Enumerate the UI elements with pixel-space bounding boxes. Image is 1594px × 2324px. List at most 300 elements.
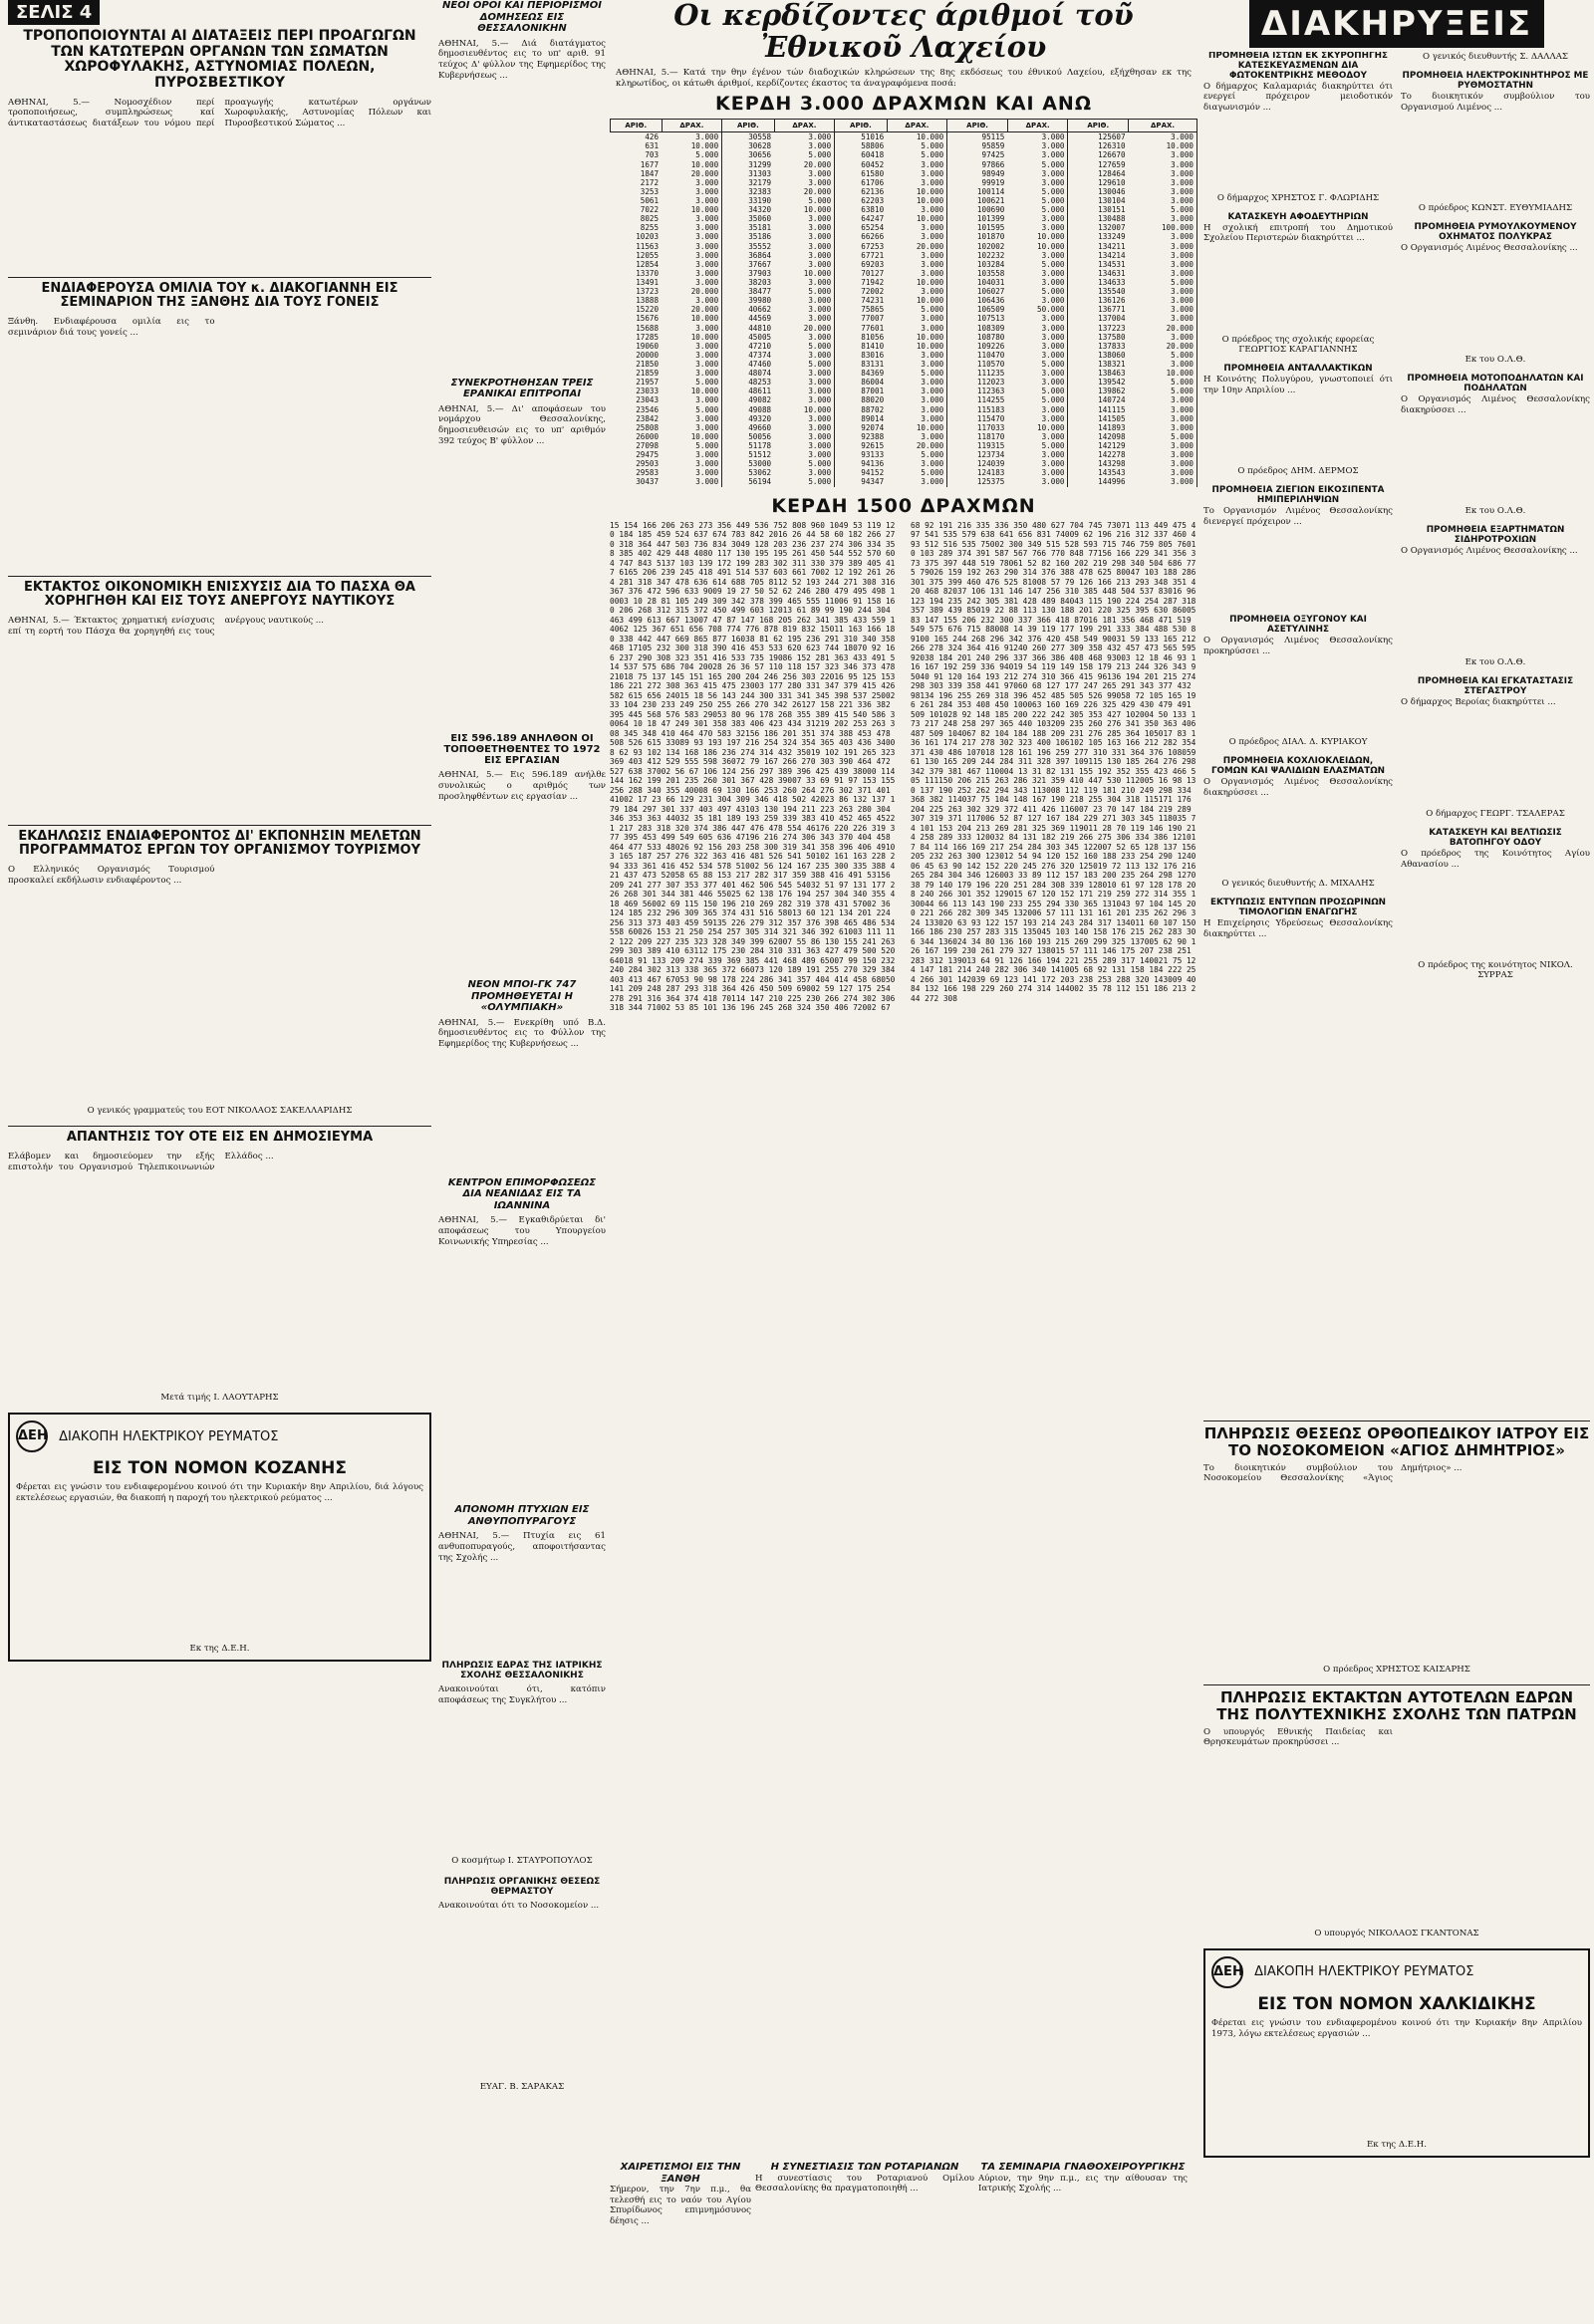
prize-amount: 10.000 — [1129, 369, 1197, 378]
prize-amount: 10.000 — [887, 214, 947, 223]
prize-amount: 20.000 — [887, 441, 947, 450]
prize-amount: 3.000 — [1007, 477, 1068, 486]
prize-amount: 3.000 — [1007, 342, 1068, 351]
prize-amount: 3.000 — [774, 441, 835, 450]
notice-body: Η Επιχείρησις Υδρεύσεως Θεσσαλονίκης διακηρύττει ... — [1203, 917, 1393, 939]
prize-amount: 3.000 — [1129, 214, 1197, 223]
ticket-number: 67721 — [861, 250, 885, 260]
divider — [8, 576, 431, 577]
prize-amount: 3.000 — [774, 378, 835, 387]
notice-body: Το διοικητικόν συμβούλιον του Νοσοκομείου Θεσσαλονίκης «Άγιος Δημήτριος» ... — [1203, 1462, 1462, 1484]
ticket-number: 7022 — [640, 205, 660, 215]
notice-title: ΠΡΟΜΗΘΕΙΑ ΡΥΜΟΥΛΚΟΥΜΕΝΟΥ ΟΧΗΜΑΤΟΣ ΠΟΛΥΚΡΑΣ — [1414, 222, 1577, 243]
ticket-number: 47460 — [748, 359, 772, 369]
notice-title: ΠΡΟΜΗΘΕΙΑ ΗΛΕΚΤΡΟΚΙΝΗΤΗΡΟΣ ΜΕ ΡΥΘΜΟΣΤΑΤΗΝ — [1402, 71, 1589, 92]
prize-amount: 5.000 — [1129, 351, 1197, 360]
notice-polytechnic — [1203, 1689, 1590, 1938]
prize-amount: 5.000 — [887, 450, 947, 459]
prize-amount: 20.000 — [1129, 324, 1197, 333]
prize-amount: 10.000 — [774, 205, 835, 214]
ticket-number: 63810 — [861, 205, 885, 215]
ticket-number: 99919 — [981, 177, 1005, 187]
prize-amount: 5.000 — [887, 369, 947, 378]
ticket-number: 21859 — [636, 369, 660, 379]
prize-amount: 3.000 — [662, 242, 722, 251]
signature: Εκ του Ο.Λ.Θ. — [1464, 355, 1526, 365]
ticket-number: 37667 — [748, 259, 772, 269]
ticket-number: 88020 — [861, 395, 885, 405]
column-header-number: ΑΡΙΘ. — [1068, 120, 1129, 132]
ticket-number: 49320 — [748, 413, 772, 423]
table-row — [611, 324, 1197, 333]
ticket-number: 138321 — [1098, 359, 1126, 369]
notice-body: Ο Οργανισμός Λιμένος Θεσσαλονίκης διακηρύσσει ... — [1401, 394, 1590, 415]
prize-amount: 10.000 — [662, 314, 722, 323]
signature: Εκ της Δ.Ε.Η. — [189, 1644, 250, 1655]
prize-amount: 3.000 — [1129, 468, 1197, 477]
ticket-number: 130488 — [1098, 214, 1126, 224]
prize-amount: 3.000 — [662, 278, 722, 287]
ticket-number: 47374 — [748, 350, 772, 360]
ticket-number: 1847 — [640, 168, 660, 178]
page-title: Οι κερδίζοντες άριθμοί τοῦ Ἐθνικοῦ Λαχείου — [673, 0, 1134, 64]
table-row — [611, 278, 1197, 287]
notice — [1401, 375, 1590, 516]
prize-amount: 20.000 — [774, 324, 835, 333]
table-row — [611, 141, 1197, 150]
table-row — [611, 405, 1197, 414]
prize-amount: 5.000 — [662, 405, 722, 414]
ticket-number: 87001 — [861, 387, 885, 396]
ticket-number: 62203 — [861, 196, 885, 206]
ticket-number: 62136 — [861, 186, 885, 196]
prize-amount: 3.000 — [774, 369, 835, 378]
ticket-number: 71942 — [861, 278, 885, 287]
prize-amount: 3.000 — [774, 141, 835, 150]
ticket-number: 119315 — [976, 440, 1005, 450]
ticket-number: 134214 — [1098, 250, 1126, 260]
prize-amount: 3.000 — [1129, 333, 1197, 342]
notice-title: ΚΑΤΑΣΚΕΥΗ ΑΦΟΔΕΥΤΗΡΙΩΝ — [1227, 211, 1369, 222]
ticket-number: 32179 — [748, 177, 772, 187]
prize-amount: 3.000 — [662, 178, 722, 187]
headline-easter-aid: ΕΚΤΑΚΤΟΣ ΟΙΚΟΝΟΜΙΚΗ ΕΝΙΣΧΥΣΙΣ ΔΙΑ ΤΟ ΠΑΣΧΑ ΘΑ ΧΟΡΗΓΗΘΗ ΚΑΙ ΕΙΣ ΤΟΥΣ ΑΝΕΡΓΟΥΣ ΝΑΥΤΙΚΟΥΣ — [24, 579, 415, 610]
table-row — [611, 160, 1197, 169]
ticket-number: 61706 — [861, 177, 885, 187]
prize-amount: 3.000 — [887, 387, 947, 395]
prize-amount: 3.000 — [1129, 296, 1197, 305]
ticket-number: 102002 — [976, 241, 1005, 251]
ticket-number: 40662 — [748, 305, 772, 315]
signature: Ο πρόεδρος ΔΙΑΛ. Δ. ΚΥΡΙΑΚΟΥ — [1228, 736, 1368, 747]
signature: Εκ του Ο.Λ.Θ. — [1464, 506, 1526, 516]
ticket-number: 137223 — [1098, 323, 1126, 333]
ticket-number: 21850 — [636, 359, 660, 369]
ticket-number: 23546 — [636, 404, 660, 414]
ticket-number: 69203 — [861, 259, 885, 269]
prize-amount: 3.000 — [1007, 432, 1068, 441]
bottom-article — [755, 2162, 974, 2293]
ticket-number: 115470 — [976, 413, 1005, 423]
ticket-number: 23033 — [636, 387, 660, 396]
ticket-number: 20000 — [636, 350, 660, 360]
notice-body: Ο Οργανισμός Λιμένος Θεσσαλονίκης ... — [1401, 546, 1578, 556]
article-body: ΑΘΗΝΑΙ, 5.— Έκτακτος χρηματική ενίσχυσις επί τη εορτή του Πάσχα θα χορηγηθή εις τους ανέργους ναυτικούς ... — [8, 615, 324, 637]
ticket-number: 136126 — [1098, 296, 1126, 306]
prize-amount: 3.000 — [774, 296, 835, 305]
signature: Ο κοσμήτωρ Ι. ΣΤΑΥΡΟΠΟΥΛΟΣ — [451, 1856, 593, 1867]
ticket-number: 123734 — [976, 450, 1005, 460]
prize-heading-1500: ΚΕΡΔΗ 1500 ΔΡΑΧΜΩΝ — [771, 494, 1036, 517]
ticket-number: 139862 — [1098, 387, 1126, 396]
prize-amount: 3.000 — [774, 423, 835, 432]
ticket-number: 134631 — [1098, 268, 1126, 278]
signature: Ο πρόεδρος ΔΗΜ. ΔΕΡΜΟΣ — [1237, 466, 1359, 477]
ticket-number: 77007 — [861, 314, 885, 324]
prize-amount: 3.000 — [1129, 169, 1197, 178]
prize-amount: 3.000 — [1129, 441, 1197, 450]
lottery-intro: ΑΘΗΝΑΙ, 5.— Κατά την θην έγένον τών διαδοχικών κληρώσεων της 8ης εκδόσεως του έθνικού Λαχείου, εξήχθησαν εκ της κληρωτίδος, οι κάτωθι άριθμοί, κερδίζοντες έκαστος τα άναγραφόμενα ποσά: — [616, 67, 1192, 89]
ticket-number: 141505 — [1098, 413, 1126, 423]
ticket-number: 143298 — [1098, 459, 1126, 469]
bottom-article — [978, 2162, 1188, 2293]
prize-amount: 3.000 — [774, 242, 835, 251]
ticket-number: 19060 — [636, 341, 660, 351]
ticket-number: 29503 — [636, 459, 660, 469]
prize-amount: 3.000 — [774, 333, 835, 342]
ticket-number: 108309 — [976, 323, 1005, 333]
bottom-article-body: Αύριον, την 9ην π.μ., εις την αίθουσαν της Ιατρικής Σχολής ... — [978, 2173, 1188, 2195]
prize-amount: 10.000 — [887, 196, 947, 205]
prize-amount: 3.000 — [774, 223, 835, 232]
ticket-number: 37903 — [748, 268, 772, 278]
prize-amount: 5.000 — [1007, 160, 1068, 169]
ticket-number: 127659 — [1098, 159, 1126, 169]
ticket-number: 10203 — [636, 232, 660, 242]
ticket-number: 94136 — [861, 459, 885, 469]
headline-boeing: ΝΕΟΝ ΜΠΟΙ-ΓΚ 747 ΠΡΟΜΗΘΕΥΕΤΑΙ Η «ΟΛΥΜΠΙΑΚΗ» — [467, 979, 577, 1014]
prize-amount: 3.000 — [887, 378, 947, 387]
notice-title: ΠΡΟΜΗΘΕΙΑ ΑΝΤΑΛΛΑΚΤΙΚΩΝ — [1223, 364, 1373, 375]
ticket-number: 703 — [645, 150, 660, 160]
ticket-number: 112023 — [976, 378, 1005, 387]
divider — [8, 825, 431, 826]
ticket-number: 15688 — [636, 323, 660, 333]
ticket-number: 44810 — [748, 323, 772, 333]
signature: Ο υπουργός ΝΙΚΟΛΑΟΣ ΓΚΑΝΤΟΝΑΣ — [1314, 1928, 1479, 1938]
ticket-number: 83016 — [861, 350, 885, 360]
ticket-number: 35181 — [748, 223, 772, 233]
prize-amount: 20.000 — [774, 187, 835, 196]
prize-amount: 3.000 — [662, 132, 722, 142]
headline-employment: ΕΙΣ 596.189 ΑΝΗΛΘΟΝ ΟΙ ΤΟΠΟΘΕΤΗΘΕΝΤΕΣ ΤΟ 1972 ΕΙΣ ΕΡΓΑΣΙΑΝ — [443, 732, 601, 766]
prize-amount: 3.000 — [887, 459, 947, 468]
ticket-number: 29475 — [636, 450, 660, 460]
ticket-number: 58806 — [861, 141, 885, 151]
ticket-number: 8255 — [640, 223, 660, 233]
ticket-number: 115183 — [976, 404, 1005, 414]
table-row — [611, 450, 1197, 459]
prize-amount: 5.000 — [1007, 360, 1068, 369]
prize-amount: 5.000 — [1129, 278, 1197, 287]
signature: Ο γενικός διευθυντής Σ. ΔΑΛΛΑΣ — [1423, 52, 1568, 62]
prize-amount: 3.000 — [1129, 287, 1197, 296]
prize-amount: 3.000 — [662, 477, 722, 486]
ticket-number: 117033 — [976, 422, 1005, 432]
ticket-number: 23842 — [636, 413, 660, 423]
column-header-amount: ΔΡΑΧ. — [887, 120, 947, 132]
column-header-number: ΑΡΙΘ. — [835, 120, 887, 132]
ticket-number: 12854 — [636, 259, 660, 269]
prize-amount: 3.000 — [662, 395, 722, 404]
ticket-number: 102232 — [976, 250, 1005, 260]
headline-diplomas: ΑΠΟΝΟΜΗ ΠΤΥΧΙΩΝ ΕΙΣ ΑΝΘΥΠΟΠΥΡΑΓΟΥΣ — [454, 1504, 590, 1527]
notice — [1401, 526, 1590, 667]
article-body: Ελάβομεν και δημοσιεύομεν την εξής επιστολήν του Οργανισμού Τηλεπικοινωνιών Ελλάδος ... — [8, 1151, 274, 1172]
ticket-number: 138060 — [1098, 350, 1126, 360]
ticket-number: 32383 — [748, 186, 772, 196]
ticket-number: 118170 — [976, 431, 1005, 441]
ticket-number: 426 — [645, 132, 660, 142]
article-body: ΑΘΗΝΑΙ, 5.— Δι' αποφάσεων του νομάρχου Θεσσαλονίκης, δημοσιευθεισών εις το υπ' αριθμόν 392 τεύχος Β' φύλλον ... — [438, 403, 606, 446]
table-row — [611, 423, 1197, 432]
ticket-number: 142278 — [1098, 450, 1126, 460]
ticket-number: 51512 — [748, 450, 772, 460]
prize-amount: 3.000 — [1007, 459, 1068, 468]
table-row — [611, 459, 1197, 468]
prize-amount: 3.000 — [1129, 414, 1197, 423]
ticket-number: 25808 — [636, 422, 660, 432]
prize-amount: 20.000 — [662, 169, 722, 178]
prize-amount: 10.000 — [887, 423, 947, 432]
article-body: ΑΘΗΝΑΙ, 5.— Εγκαθιδρύεται δι' αποφάσεως του Υπουργείου Κοινωνικής Υπηρεσίας ... — [438, 1215, 606, 1247]
ticket-number: 89014 — [861, 413, 885, 423]
ticket-number: 3253 — [640, 186, 660, 196]
ticket-number: 64247 — [861, 214, 885, 224]
dei-logo: ΔΕΗ — [1211, 1956, 1243, 1988]
ticket-number: 133249 — [1098, 232, 1126, 242]
power-cut-notice-kozani — [8, 1413, 431, 1662]
article-body: Ξάνθη. Ενδιαφέρουσα ομιλία εις το σεμινάριον διά τους γονείς ... — [8, 316, 215, 338]
ticket-number: 137580 — [1098, 332, 1126, 342]
prize-amount: 3.000 — [662, 251, 722, 260]
prize-amount: 5.000 — [1129, 205, 1197, 214]
prize-amount: 3.000 — [1129, 178, 1197, 187]
prize-amount: 3.000 — [662, 214, 722, 223]
lottery-bottom-articles — [610, 2162, 1197, 2304]
ticket-number: 49088 — [748, 404, 772, 414]
headline-stoker-post: ΠΛΗΡΩΣΙΣ ΟΡΓΑΝΙΚΗΣ ΘΕΣΕΩΣ ΘΕΡΜΑΣΤΟΥ — [443, 1876, 601, 1897]
prize-amount: 5.000 — [774, 459, 835, 468]
ticket-number: 35552 — [748, 241, 772, 251]
table-row — [611, 260, 1197, 269]
ticket-number: 23043 — [636, 395, 660, 405]
headline-seminar: ΕΝΔΙΑΦΕΡΟΥΣΑ ΟΜΙΛΙΑ ΤΟΥ κ. ΔΙΑΚΟΓΙΑΝΝΗ ΕΙΣ ΣΕΜΙΝΑΡΙΟΝ ΤΗΣ ΞΑΝΘΗΣ ΔΙΑ ΤΟΥΣ ΓΟΝΕΙΣ — [41, 280, 398, 311]
prize-amount: 5.000 — [1007, 205, 1068, 214]
section-logo: ΣΕΛΙΣ 4 — [8, 0, 100, 25]
prize-amount: 3.000 — [662, 423, 722, 432]
prize-amount: 3.000 — [1129, 459, 1197, 468]
signature: Ο πρόεδρος της σχολικής εφορείας ΓΕΩΡΓΙΟΣ ΚΑΡΑΓΙΑΝΝΗΣ — [1221, 334, 1375, 355]
ticket-number: 134633 — [1098, 278, 1126, 287]
prize-amount: 100.000 — [1129, 223, 1197, 232]
ticket-number: 138463 — [1098, 369, 1126, 379]
ticket-number: 142098 — [1098, 431, 1126, 441]
prize-amount: 3.000 — [662, 223, 722, 232]
prize-amount: 5.000 — [887, 305, 947, 314]
prize-amount: 3.000 — [662, 196, 722, 205]
prize-amount: 3.000 — [662, 232, 722, 241]
prize-amount: 3.000 — [1007, 141, 1068, 150]
prize-amount: 5.000 — [662, 441, 722, 450]
table-row — [611, 432, 1197, 441]
notice-title: ΚΑΤΑΣΚΕΥΗ ΚΑΙ ΒΕΛΤΙΩΣΙΣ ΒΑΤΟΠΗΓΟΥ ΟΔΟΥ — [1429, 828, 1562, 849]
notice-title: ΕΚΤΥΠΩΣΙΣ ΕΝΤΥΠΩΝ ΠΡΟΣΩΡΙΝΩΝ ΤΙΜΟΛΟΓΙΩΝ ΕΝΑΓΩΓΗΣ — [1209, 898, 1387, 917]
ticket-number: 93133 — [861, 450, 885, 460]
notice-body: Η Κοινότης Πολυγύρου, γνωστοποιεί ότι την 10ην Απριλίου ... — [1203, 375, 1393, 395]
prize-amount: 3.000 — [662, 342, 722, 351]
ticket-number: 81056 — [861, 332, 885, 342]
prize-amount: 3.000 — [887, 223, 947, 232]
prize-amount: 3.000 — [774, 387, 835, 395]
ticket-number: 1677 — [640, 159, 660, 169]
table-row — [611, 351, 1197, 360]
notice — [1401, 72, 1590, 213]
prize-amount: 3.000 — [1007, 468, 1068, 477]
ticket-number: 100690 — [976, 205, 1005, 215]
ticket-number: 53062 — [748, 468, 772, 478]
ticket-number: 92388 — [861, 431, 885, 441]
divider — [1203, 1420, 1590, 1421]
ticket-number: 31299 — [748, 159, 772, 169]
prize-amount: 3.000 — [887, 260, 947, 269]
ticket-number: 97866 — [981, 159, 1005, 169]
ticket-number: 140724 — [1098, 395, 1126, 405]
prize-amount: 3.000 — [1129, 314, 1197, 323]
prize-amount: 5.000 — [774, 360, 835, 369]
notice-body: Το διοικητικόν συμβούλιον του Οργανισμού Λιμένος ... — [1401, 92, 1590, 113]
notice — [1203, 52, 1393, 203]
ticket-number: 60418 — [861, 150, 885, 160]
ticket-number: 70127 — [861, 268, 885, 278]
prize-amount: 3.000 — [662, 351, 722, 360]
ticket-number: 103284 — [976, 259, 1005, 269]
ticket-number: 92074 — [861, 422, 885, 432]
prize-amount: 3.000 — [1007, 296, 1068, 305]
notice-body: Φέρεται εις γνώσιν του ενδιαφερομένου κοινού ότι την Κυριακήν 8ην Απριλίου, διά λόγους εκτελέσεως εργασιών, θα διακοπή η παροχή του ηλεκτρικού ρεύματος ... — [16, 1482, 423, 1503]
ticket-number: 98949 — [981, 168, 1005, 178]
ticket-number: 48253 — [748, 378, 772, 387]
ticket-number: 112363 — [976, 387, 1005, 396]
divider — [8, 277, 431, 278]
prize-amount: 3.000 — [774, 468, 835, 477]
prize-amount: 3.000 — [1129, 405, 1197, 414]
ticket-number: 130151 — [1098, 205, 1126, 215]
ticket-number: 45005 — [748, 332, 772, 342]
ticket-number: 94152 — [861, 468, 885, 478]
bottom-article — [610, 2162, 751, 2304]
prize-amount: 3.000 — [1129, 251, 1197, 260]
signature: Εκ της Δ.Ε.Η. — [1367, 2139, 1427, 2150]
prize-amount: 3.000 — [1007, 369, 1068, 378]
notice — [1203, 365, 1393, 476]
ticket-number: 30628 — [748, 141, 772, 151]
notice — [1401, 829, 1590, 980]
notice — [1203, 486, 1393, 606]
article-body: ΑΘΗΝΑΙ, 5.— Νομοσχέδιον περί τροποποιήσεως, συμπληρώσεως καί άντικαταστάσεως διατάξεων του νόμου περί προαγωγής κατωτέρων οργάνων Χωροφυλακής, Αστυνομίας Πόλεων και Πυροσβεστικού Σώματος ... — [8, 97, 431, 129]
ticket-number: 141115 — [1098, 404, 1126, 414]
prize-amount: 10.000 — [1007, 232, 1068, 241]
prize-amount: 5.000 — [774, 287, 835, 296]
prize-amount: 10.000 — [1129, 141, 1197, 150]
notice-title: ΠΡΟΜΗΘΕΙΑ ΜΟΤΟΠΟΔΗΛΑΤΩΝ ΚΑΙ ΠΟΔΗΛΑΤΩΝ — [1407, 374, 1584, 394]
table-row — [611, 196, 1197, 205]
table-row — [611, 369, 1197, 378]
prize-amount: 3.000 — [1007, 169, 1068, 178]
prize-amount: 3.000 — [1007, 324, 1068, 333]
ticket-number: 142129 — [1098, 440, 1126, 450]
prize-amount: 3.000 — [662, 260, 722, 269]
table-row — [611, 333, 1197, 342]
ticket-number: 21957 — [636, 378, 660, 387]
ticket-number: 101870 — [976, 232, 1005, 242]
ticket-number: 74231 — [861, 296, 885, 306]
table-row — [611, 296, 1197, 305]
ticket-number: 60452 — [861, 159, 885, 169]
prize-amount: 3.000 — [1007, 178, 1068, 187]
divider — [1203, 1684, 1590, 1685]
signature: Ο πρόεδρος της κοινότητος ΝΙΚΟΛ. ΣΥΡΡΑΣ — [1418, 960, 1573, 981]
prize-amount: 3.000 — [1129, 477, 1197, 486]
ticket-number: 56194 — [748, 477, 772, 487]
bottom-article-title: ΤΑ ΣΕΜΙΝΑΡΙΑ ΓΝΑΘΟΧΕΙΡΟΥΡΓΙΚΗΣ — [980, 2162, 1186, 2173]
article-body: Ανακοινούται ότι, κατόπιν αποφάσεως της Συγκλήτου ... — [438, 1684, 606, 1705]
column-header-amount: ΔΡΑΧ. — [774, 120, 835, 132]
ticket-number: 35060 — [748, 214, 772, 224]
prize-amount: 3.000 — [1129, 305, 1197, 314]
notice-title: ΠΡΟΜΗΘΕΙΑ ΚΟΧΛΙΟΚΛΕΙΔΩΝ, ΓΟΜΩΝ ΚΑΙ ΨΑΛΙΔΙΩΝ ΕΛΑΣΜΑΤΩΝ — [1210, 756, 1386, 776]
prize-amount: 3.000 — [662, 414, 722, 423]
ticket-number: 141893 — [1098, 422, 1126, 432]
prize-amount: 3.000 — [774, 232, 835, 241]
ticket-number: 631 — [645, 141, 660, 151]
ticket-number: 137004 — [1098, 314, 1126, 324]
prize-amount: 10.000 — [887, 187, 947, 196]
prize-numbers-1500: 15 154 166 206 263 273 356 449 536 752 808 960 1049 53 119 120 184 185 459 524 637 674 783 842 2016 26 44 58 60 182 266 270 318 364 447 503 736 834 3049 128 203 236 237 274 306 334 358 385 402 429 448 4080 117 130 195 195 261 450 544 552 570 604 747 843 5137 103 139 172 199 283 302 311 330 379 389 405 417 6165 206 239 245 418 491 514 537 603 661 7002 12 192 261 264 281 318 347 478 636 614 688 705 8112 52 193 244 271 308 316 367 376 472 596 633 9009 19 27 50 52 62 246 280 479 495 498 10003 10 28 81 105 249 309 342 378 399 465 555 11006 91 158 160 206 268 312 315 372 450 499 603 12013 61 89 99 190 244 304 463 499 613 667 13007 47 87 147 168 205 262 341 385 433 559 14062 125 367 651 656 708 774 776 878 819 832 15011 163 166 180 338 442 447 669 865 877 16038 81 62 195 236 291 310 340 358 468 17105 232 300 318 390 416 453 533 620 623 744 18070 92 166 237 290 308 323 351 416 533 735 19086 152 281 363 433 491 514 537 575 686 704 20028 26 36 57 110 118 157 323 346 373 478 21018 75 137 145 151 165 200 204 246 256 303 22016 95 125 153 186 221 272 308 363 415 475 23003 177 280 331 347 379 415 426 582 615 656 24015 18 56 143 244 300 331 341 345 398 537 25002 33 104 230 233 249 250 255 266 270 342 26127 158 221 336 382 395 445 568 576 583 29053 80 96 178 268 355 389 415 540 586 30064 10 18 47 249 301 358 383 406 423 434 31219 202 253 263 308 345 348 410 464 470 583 32156 186 201 351 374 388 453 478 508 526 615 33089 93 193 197 216 254 324 354 365 403 436 34008 62 93 102 134 168 186 236 274 314 432 35019 102 191 265 323 369 403 412 529 555 598 36072 79 167 266 270 303 390 464 472 527 638 37002 56 67 106 124 256 297 389 396 425 439 38000 114 144 162 199 201 235 260 301 367 428 39007 33 69 91 97 153 155 256 288 340 355 40008 69 130 166 253 260 264 276 302 371 401 41002 17 23 66 129 231 304 309 346 418 502 42023 86 132 137 179 184 297 301 337 403 497 43103 130 194 211 223 263 280 304 346 353 363 44032 35 181 189 193 259 339 383 410 452 465 45221 217 283 318 320 374 386 447 476 478 554 46176 220 226 319 377 395 453 499 549 605 636 47196 216 274 306 343 370 404 458 464 477 533 48026 92 156 203 258 300 319 341 358 396 406 49103 165 187 257 276 322 363 416 481 526 541 50102 161 163 228 294 333 361 416 452 534 578 51002 56 124 167 235 300 335 388 421 437 473 52058 65 88 153 217 282 317 359 388 416 491 53156 209 241 277 307 353 377 401 462 506 545 54032 51 97 131 177 226 268 301 344 381 446 55025 62 138 176 194 257 304 340 355 418 469 56002 69 115 150 196 210 269 282 319 378 431 57002 36 124 185 232 296 309 365 374 431 516 58013 60 121 134 201 224 256 313 373 403 459 59135 226 279 312 357 376 398 465 486 534 558 60026 153 21 250 254 257 305 314 321 346 392 61003 111 112 122 209 227 235 323 328 349 399 62007 55 86 130 155 241 263 299 303 389 410 63112 175 230 284 310 331 363 427 479 500 520 64018 91 133 209 274 339 369 385 441 468 489 65007 99 150 232 240 284 302 313 338 365 372 66073 120 189 191 255 270 329 384 403 413 467 67053 90 98 178 224 286 341 357 404 414 458 68050 141 209 248 287 293 318 364 426 450 509 69002 59 127 175 254 278 291 316 364 374 418 70114 147 210 225 230 266 274 302 306 318 344 71002 53 85 101 136 196 245 268 324 350 406 72002 67 68 92 191 216 335 336 350 480 627 704 745 73071 113 449 475 497 541 535 579 638 641 656 831 74009 62 196 216 312 337 460 493 512 516 535 75002 300 349 515 528 593 715 746 759 805 76010 103 289 374 391 587 567 766 770 848 77156 166 229 341 356 373 375 397 448 519 78061 52 82 160 202 219 298 340 504 686 775 79026 159 192 263 290 314 376 388 478 625 80047 103 188 286 301 375 399 460 476 525 81008 57 79 126 166 213 293 348 351 420 468 82037 106 131 146 147 256 310 385 448 504 537 83016 96 123 194 235 242 305 381 428 489 84043 115 190 224 254 287 318 357 389 439 85019 22 88 113 130 188 201 220 325 395 630 86005 83 147 155 206 232 300 337 366 418 87016 181 356 468 471 519 549 575 676 715 88008 14 39 119 177 199 291 333 384 488 530 89100 165 244 268 296 342 376 420 458 549 90031 59 133 165 212 266 278 324 364 416 91240 260 277 309 358 432 457 473 565 595 92038 184 201 240 296 337 366 386 408 468 93003 12 18 46 93 116 167 192 259 336 94019 54 119 149 158 179 213 244 326 343 95040 91 120 164 193 212 274 310 366 415 96136 194 201 215 274 298 303 339 358 441 97060 68 127 177 247 265 291 343 377 432 98134 196 255 269 318 396 452 485 505 526 99058 72 105 165 196 261 284 353 408 450 100063 160 169 226 325 429 430 479 491 509 101028 92 148 185 200 222 242 305 353 427 102004 50 133 173 217 248 258 297 365 440 103209 235 260 276 341 350 363 406 487 509 104067 82 104 184 188 209 231 276 285 364 105017 83 136 161 174 217 278 302 323 400 106102 105 163 166 212 282 354 371 430 486 107018 128 161 196 259 277 310 331 364 376 108059 61 130 165 209 244 284 311 328 397 109115 130 185 264 276 298 342 379 381 467 110004 13 31 82 131 155 192 352 355 423 466 505 111150 206 215 263 286 321 359 410 447 530 112005 16 98 130 137 190 252 262 294 343 113008 112 119 181 210 249 298 334 368 382 114037 75 104 148 167 190 218 255 304 318 115171 176 204 225 263 302 329 372 411 426 116007 23 70 147 184 219 289 307 319 371 117006 52 87 127 167 184 229 271 303 345 118035 74 101 153 204 213 269 281 325 369 119011 28 70 119 146 190 214 258 289 333 120032 84 131 182 219 266 275 306 334 386 121017 84 114 166 169 217 254 284 303 345 122007 52 65 128 137 156 205 232 263 300 123012 54 94 120 152 160 188 233 254 290 124006 45 63 90 142 152 220 245 276 320 125019 72 113 132 176 216 265 284 304 346 126003 33 89 112 157 183 200 235 264 298 127038 79 140 179 196 220 251 284 308 339 128010 61 97 128 178 208 240 266 301 352 129015 67 120 152 171 219 259 272 314 355 130044 66 113 143 190 233 255 294 330 365 131043 97 104 145 200 221 266 282 309 345 132006 57 111 131 161 201 235 262 296 324 133020 63 93 122 157 193 214 243 284 317 134011 60 107 150 166 186 230 257 283 315 135045 103 140 158 176 215 262 283 306 344 136024 34 80 136 160 193 215 269 299 325 137005 62 90 126 167 199 230 261 279 327 138015 57 111 146 175 207 238 251 283 312 139013 64 91 126 166 194 221 255 289 317 140021 75 124 147 181 214 240 282 306 340 141005 68 92 131 158 184 222 254 266 301 142039 69 123 141 172 203 238 253 288 320 143009 40 84 132 166 198 229 260 274 314 144002 35 78 112 151 186 213 244 272 308 — [610, 520, 1196, 1013]
table-row — [611, 387, 1197, 395]
ticket-number: 5061 — [640, 196, 660, 206]
ticket-number: 15676 — [636, 314, 660, 324]
prize-amount: 5.000 — [774, 150, 835, 159]
prize-amount: 5.000 — [662, 378, 722, 387]
headline-tourism-studies: ΕΚΔΗΛΩΣΙΣ ΕΝΔΙΑΦΕΡΟΝΤΟΣ ΔΙ' ΕΚΠΟΝΗΣΙΝ ΜΕΛΕΤΩΝ ΠΡΟΓΡΑΜΜΑΤΟΣ ΕΡΓΩΝ ΤΟΥ ΟΡΓΑΝΙΣΜΟΥ ΤΟΥΡΙΣΜΟΥ — [18, 828, 421, 859]
table-row — [611, 314, 1197, 323]
prize-amount: 3.000 — [1129, 232, 1197, 241]
prize-amount: 3.000 — [774, 432, 835, 441]
ticket-number: 108780 — [976, 332, 1005, 342]
prize-amount: 3.000 — [662, 269, 722, 278]
notice-body: Ο πρόεδρος της Κοινότητος Αγίου Αθανασίου ... — [1401, 849, 1590, 870]
headline-building-terms: ΝΕΟΙ ΟΡΟΙ ΚΑΙ ΠΕΡΙΟΡΙΣΜΟΙ ΔΟΜΗΣΕΩΣ ΕΙΣ ΘΕΣΣΑΛΟΝΙΚΗΝ — [442, 0, 602, 34]
prize-amount: 3.000 — [1129, 260, 1197, 269]
notice-title: ΔΙΑΚΟΠΗ ΗΛΕΚΤΡΙΚΟΥ ΡΕΥΜΑΤΟΣ — [59, 1428, 279, 1444]
table-row — [611, 360, 1197, 369]
prize-amount: 10.000 — [1007, 242, 1068, 251]
notice-body: Ο δήμαρχος Καλαμαριάς διακηρύττει ότι ενεργεί πρόχειρον μειοδοτικόν διαγωνισμόν ... — [1203, 81, 1393, 113]
prize-amount: 20.000 — [1129, 342, 1197, 351]
notices-banner: ΔΙΑΚΗΡΥΞΕΙΣ — [1249, 0, 1544, 48]
prize-amount: 3.000 — [1007, 278, 1068, 287]
